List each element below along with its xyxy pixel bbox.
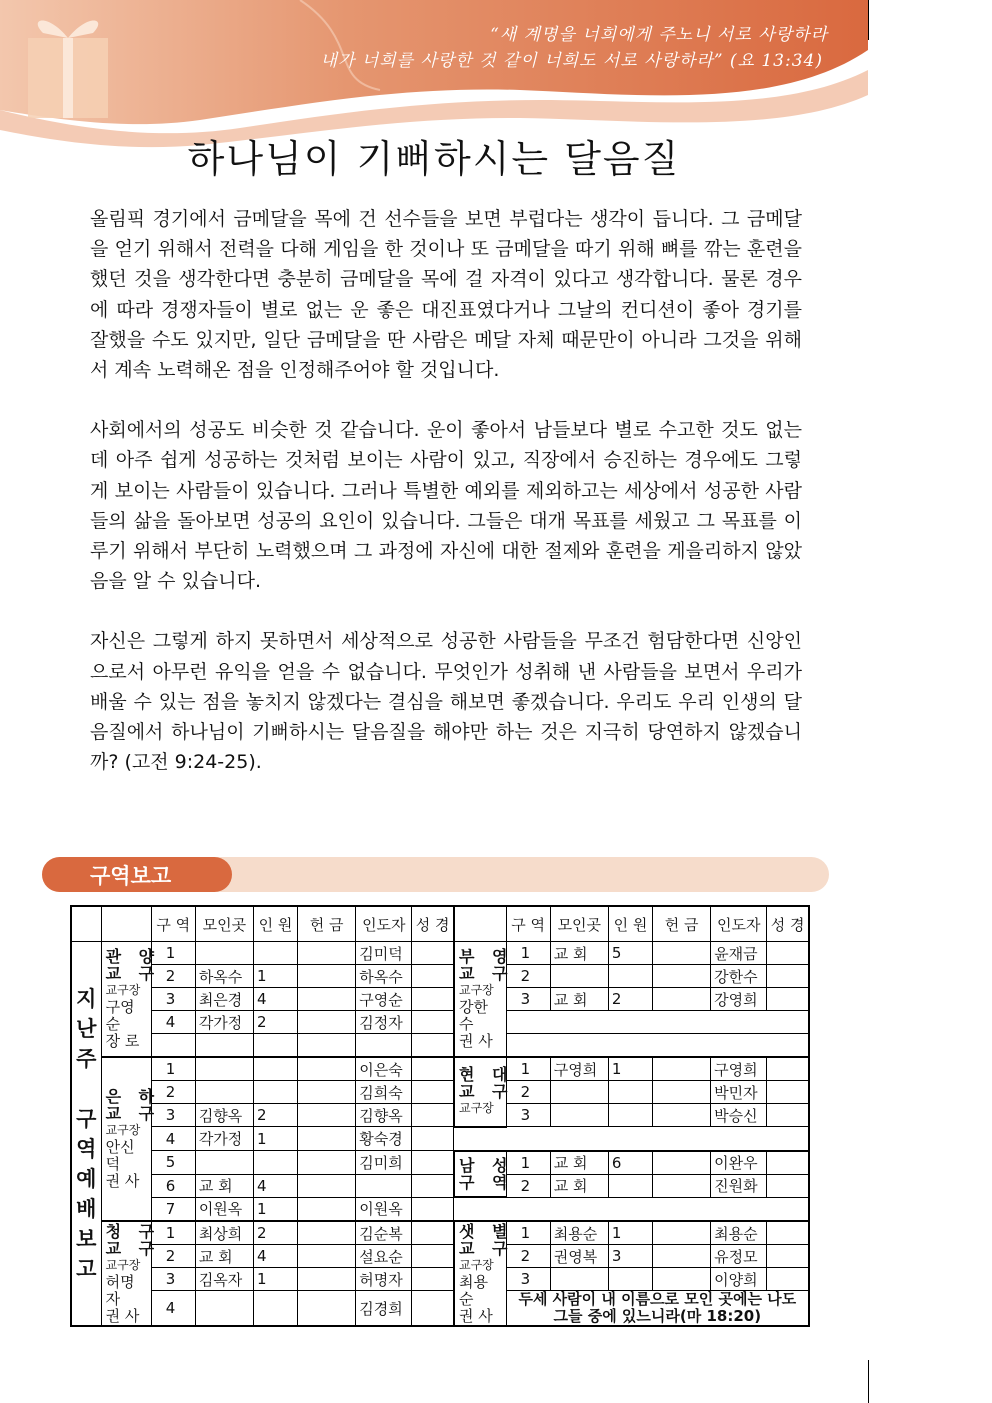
table-cell (767, 1245, 809, 1268)
table-cell (195, 1057, 253, 1081)
group-label (101, 1057, 161, 1221)
table-cell (653, 1174, 711, 1197)
district-number: 2 (151, 1245, 195, 1268)
table-cell: 하옥수 (195, 965, 253, 988)
group-name: 샛 별 교 구 (458, 1221, 514, 1258)
table-cell (767, 1151, 809, 1175)
table-cell (767, 1081, 809, 1104)
table-cell (608, 1081, 652, 1104)
table-cell: 이은숙 (356, 1057, 412, 1081)
district-number: 3 (151, 1104, 195, 1127)
district-number: 1 (151, 942, 195, 965)
table-cell: 하옥수 (356, 965, 412, 988)
table-cell (298, 1011, 356, 1034)
table-cell: 이완우 (711, 1151, 767, 1175)
column-header: 모인곳 (195, 906, 253, 942)
table-cell: 최상희 (195, 1221, 253, 1245)
table-cell (253, 1151, 297, 1175)
group-name: 청 구 교 구 (105, 1221, 161, 1258)
group-role: 권 사 (105, 1306, 140, 1325)
column-header: 모인곳 (550, 906, 608, 942)
table-cell: 2 (253, 1104, 297, 1127)
table-cell (253, 1057, 297, 1081)
group-leader-label: 교구장 (458, 1101, 494, 1116)
table-cell (653, 1104, 711, 1127)
group-label (454, 942, 514, 1058)
table-row (71, 1104, 809, 1127)
table-cell: 김향옥 (356, 1104, 412, 1127)
table-cell: 6 (608, 1151, 652, 1175)
table-cell: 이원옥 (356, 1197, 412, 1221)
district-number: 2 (506, 1245, 550, 1268)
group-label (101, 1221, 161, 1326)
table-cell (412, 965, 454, 988)
table-cell (653, 1268, 711, 1291)
table-cell (653, 1151, 711, 1175)
district-number: 1 (506, 942, 550, 965)
table-cell (608, 1268, 652, 1291)
table-cell: 4 (253, 1245, 297, 1268)
table-cell: 박민자 (711, 1081, 767, 1104)
table-cell (195, 1034, 253, 1058)
table-cell: 최용순 (550, 1221, 608, 1245)
corner-cell (454, 906, 506, 942)
table-cell: 1 (253, 1268, 297, 1291)
table-cell: 윤재금 (711, 942, 767, 965)
district-number: 4 (151, 1127, 195, 1151)
table-cell: 허명자 (356, 1268, 412, 1291)
district-number: 6 (151, 1174, 195, 1197)
group-label (454, 1151, 514, 1198)
corner-cell (71, 906, 101, 942)
table-row (71, 942, 809, 965)
table-cell (550, 1268, 608, 1291)
district-number: 3 (151, 988, 195, 1011)
table-cell: 이양희 (711, 1268, 767, 1291)
column-header: 구 역 (506, 906, 550, 942)
table-cell: 구영희 (711, 1057, 767, 1081)
table-cell: 교 회 (550, 1151, 608, 1175)
side-title: 지 난 주 구 역 예 배 보 고 (71, 942, 101, 1327)
blank-row (454, 1197, 809, 1221)
table-cell: 황숙경 (356, 1127, 412, 1151)
table-cell: 김경희 (356, 1291, 412, 1327)
table-row (71, 1245, 809, 1268)
margin-line (868, 1360, 869, 1403)
table-cell (653, 965, 711, 988)
table-cell: 5 (608, 942, 652, 965)
table-cell: 교 회 (550, 988, 608, 1011)
group-label (454, 1221, 514, 1326)
table-cell: 교 회 (195, 1245, 253, 1268)
district-number: 1 (506, 1057, 550, 1081)
table-cell (195, 1081, 253, 1104)
table-cell (550, 1081, 608, 1104)
group-name: 부 영 교 구 (458, 947, 514, 983)
column-header: 성 경 (767, 906, 809, 942)
table-cell (767, 988, 809, 1011)
page-title: 하나님이 기뻐하시는 달음질 (187, 137, 681, 181)
table-row (71, 1221, 809, 1245)
table-cell: 교 회 (550, 1174, 608, 1197)
district-number: 2 (506, 1081, 550, 1104)
group-role: 권 사 (105, 1172, 140, 1190)
district-number: 2 (506, 965, 550, 988)
table-cell: 최용순 (711, 1221, 767, 1245)
table-cell (298, 1127, 356, 1151)
table-cell (653, 1057, 711, 1081)
table-cell: 권영복 (550, 1245, 608, 1268)
table-cell: 김순복 (356, 1221, 412, 1245)
group-leader: 허명자 (105, 1272, 135, 1308)
table-cell (298, 1104, 356, 1127)
group-leader-label: 교구장 (105, 983, 141, 997)
table-cell (412, 1127, 454, 1151)
table-cell (298, 965, 356, 988)
district-number: 1 (506, 1221, 550, 1245)
group-name: 관 양 교 구 (105, 947, 161, 983)
table-cell: 1 (253, 1127, 297, 1151)
margin-line (868, 0, 869, 40)
closing-verse: 두세 사람이 내 이름으로 모인 곳에는 나도 그들 중에 있느니라(마 18:20) (506, 1291, 809, 1327)
table-cell (412, 1057, 454, 1081)
table-row (71, 1174, 809, 1197)
corner-cell (101, 906, 151, 942)
table-row (71, 1081, 809, 1104)
table-cell (195, 1291, 253, 1327)
verse-line-2: 내가 너희를 사랑한 것 같이 너희도 서로 사랑하라” (요 13:34) (320, 51, 823, 71)
table-cell: 진원화 (711, 1174, 767, 1197)
table-cell (298, 1197, 356, 1221)
table-cell: 4 (253, 988, 297, 1011)
table-row (71, 1057, 809, 1081)
column-header: 헌 금 (298, 906, 356, 942)
table-cell: 1 (253, 965, 297, 988)
group-leader-label: 교구장 (458, 1257, 494, 1272)
table-cell (298, 988, 356, 1011)
table-cell: 구영순 (356, 988, 412, 1011)
table-cell: 2 (608, 988, 652, 1011)
group-leader-label: 교구장 (105, 1257, 141, 1272)
table-cell (356, 1174, 412, 1197)
table-cell (608, 1174, 652, 1197)
table-cell (412, 1151, 454, 1175)
group-role: 권 사 (458, 1032, 493, 1050)
table-cell (298, 1081, 356, 1104)
table-cell (653, 1221, 711, 1245)
table-cell (298, 942, 356, 965)
table-cell (412, 988, 454, 1011)
table-cell (767, 965, 809, 988)
paragraph: 사회에서의 성공도 비슷한 것 같습니다. 운이 좋아서 남들보다 별로 수고한 것도 없는 데 아주 쉽게 성공하는 것처럼 보이는 사람이 있고, 직장에서 승진하는 경우에도 그렇게 보이는 사람들이 있습니다. 그러나 특별한 예외를 제외하고는 세상에서 성공한 사람들의 삶을 돌아보면 성공의 요인이 있습니다. 그들은 대개 목표를 세웠고 그 목표를 이루기 위해서 부단히 노력했으며 그 과정에 자신에 대한 절제와 훈련을 게을리하지 않았음을 알 수 있습니다. (90, 419, 802, 593)
column-header: 성 경 (412, 906, 454, 942)
table-cell (253, 942, 297, 965)
district-number: 5 (151, 1151, 195, 1175)
column-header: 인도자 (356, 906, 412, 942)
column-header: 인도자 (711, 906, 767, 942)
group-leader: 강한수 (458, 998, 488, 1033)
district-number: 3 (506, 1268, 550, 1291)
report-table (70, 905, 810, 1327)
table-row (71, 1291, 809, 1327)
group-leader: 최용순 (458, 1272, 488, 1308)
group-label (454, 1057, 514, 1127)
table-cell (298, 1034, 356, 1058)
table-cell (767, 1104, 809, 1127)
table-cell: 이원옥 (195, 1197, 253, 1221)
table-header (71, 906, 809, 942)
district-number: 2 (151, 1081, 195, 1104)
district-number: 3 (151, 1268, 195, 1291)
district-number: 1 (506, 1151, 550, 1175)
district-number: 1 (151, 1057, 195, 1081)
column-header: 인 원 (253, 906, 297, 942)
group-name: 현 대 교 구 (458, 1065, 514, 1102)
table-cell (767, 942, 809, 965)
table-cell: 1 (253, 1197, 297, 1221)
table-cell (653, 1245, 711, 1268)
table-cell (608, 965, 652, 988)
table-cell: 교 회 (195, 1174, 253, 1197)
group-label (101, 942, 161, 1058)
district-number: 4 (151, 1291, 195, 1327)
district-number: 2 (506, 1174, 550, 1197)
table-cell: 구영희 (550, 1057, 608, 1081)
table-cell (767, 1057, 809, 1081)
table-cell (767, 1174, 809, 1197)
table-row (71, 1011, 809, 1034)
table-row (71, 1151, 809, 1175)
table-cell (653, 988, 711, 1011)
column-header: 구 역 (151, 906, 195, 942)
table-cell: 강한수 (711, 965, 767, 988)
table-cell (298, 1174, 356, 1197)
district-number: 1 (151, 1221, 195, 1245)
table-cell (412, 1291, 454, 1327)
district-number: 7 (151, 1197, 195, 1221)
table-cell: 설요순 (356, 1245, 412, 1268)
table-row (71, 1127, 809, 1151)
table-cell (195, 1151, 253, 1175)
table-cell (608, 1104, 652, 1127)
table-row (71, 1268, 809, 1291)
district-number: 3 (506, 1104, 550, 1127)
table-cell (298, 1245, 356, 1268)
table-cell (412, 1245, 454, 1268)
table-cell: 박승신 (711, 1104, 767, 1127)
table-cell (412, 1174, 454, 1197)
table-cell (412, 1197, 454, 1221)
table-cell (253, 1291, 297, 1327)
column-header: 헌 금 (653, 906, 711, 942)
table-cell: 2 (253, 1221, 297, 1245)
table-cell: 3 (608, 1245, 652, 1268)
table-cell: 김미덕 (356, 942, 412, 965)
column-header: 인 원 (608, 906, 652, 942)
table-cell (298, 1151, 356, 1175)
table-cell: 1 (608, 1057, 652, 1081)
table-cell: 1 (608, 1221, 652, 1245)
district-number: 4 (151, 1011, 195, 1034)
district-number (151, 1034, 195, 1058)
table-cell (298, 1221, 356, 1245)
paragraph: 올림픽 경기에서 금메달을 목에 건 선수들을 보면 부럽다는 생각이 듭니다. 그 금메달을 얻기 위해서 전력을 다해 게임을 한 것이나 또 금메달을 따기 위해 뼈를 깎는 훈련을 했던 것을 생각한다면 충분히 금메달을 목에 걸 자격이 있다고 생각합니다. 물론 경우에 따라 경쟁자들이 별로 없는 운 좋은 대진표였다거나 그날의 컨디션이 좋아 경기를 잘했을 수도 있지만, 일단 금메달을 딴 사람은 메달 자체 때문만이 아니라 그것을 위해서 계속 노력해온 점을 인정해주어야 할 것입니다. (90, 208, 802, 382)
table-row (71, 1197, 809, 1221)
table-cell (767, 1268, 809, 1291)
district-number: 2 (151, 965, 195, 988)
group-leader-label: 교구장 (458, 983, 494, 997)
article-body (90, 204, 802, 807)
table-cell (195, 942, 253, 965)
group-leader: 안신덕 (105, 1138, 135, 1173)
blank-row (454, 1127, 809, 1151)
verse-line-1: “새 계명을 너희에게 주노니 서로 사랑하라 (490, 25, 828, 45)
table-cell (653, 942, 711, 965)
table-cell: 교 회 (550, 942, 608, 965)
table-cell: 김향옥 (195, 1104, 253, 1127)
table-cell (767, 1221, 809, 1245)
table-cell (412, 1034, 454, 1058)
blank-row (506, 1034, 809, 1058)
group-name: 남 성 구 역 (458, 1155, 514, 1192)
table-cell: 각가정 (195, 1127, 253, 1151)
table-cell (298, 1057, 356, 1081)
blank-row (506, 1011, 809, 1034)
group-leader: 구영순 (105, 998, 135, 1033)
table-cell (550, 965, 608, 988)
table-row (71, 965, 809, 988)
table-cell: 유정모 (711, 1245, 767, 1268)
table-cell: 김정자 (356, 1011, 412, 1034)
table-row (71, 988, 809, 1011)
table-row (71, 1034, 809, 1058)
paragraph: 자신은 그렇게 하지 못하면서 세상적으로 성공한 사람들을 무조건 험담한다면 신앙인으로서 아무런 유익을 얻을 수 없습니다. 무엇인가 성취해 낸 사람들을 보면서 우리가 배울 수 있는 점을 놓치지 않겠다는 결심을 해보면 좋겠습니다. 우리도 우리 인생의 달음질에서 하나님이 기뻐하시는 달음질을 해야만 하는 것은 지극히 당연하지 않겠습니까? (고전 9:24-25). (90, 630, 802, 774)
table-cell: 김미희 (356, 1151, 412, 1175)
table-cell (412, 1221, 454, 1245)
table-cell (412, 1268, 454, 1291)
table-cell: 강영희 (711, 988, 767, 1011)
table-cell (412, 1104, 454, 1127)
table-cell (412, 1011, 454, 1034)
gift-icon (8, 8, 138, 128)
table-cell: 2 (253, 1011, 297, 1034)
table-cell (356, 1034, 412, 1058)
table-cell (298, 1291, 356, 1327)
table-cell (412, 1081, 454, 1104)
table-cell (550, 1104, 608, 1127)
group-name: 은 하 교 구 (105, 1087, 161, 1123)
group-role: 권 사 (458, 1306, 493, 1325)
section-label: 구역보고 (90, 864, 172, 888)
table-cell (298, 1268, 356, 1291)
group-role: 장 로 (105, 1032, 140, 1050)
table-cell (653, 1081, 711, 1104)
table-cell (412, 942, 454, 965)
table-cell: 김희숙 (356, 1081, 412, 1104)
table-cell: 김옥자 (195, 1268, 253, 1291)
district-number: 3 (506, 988, 550, 1011)
table-cell: 최은경 (195, 988, 253, 1011)
table-cell (253, 1081, 297, 1104)
table-cell (253, 1034, 297, 1058)
table-cell: 4 (253, 1174, 297, 1197)
group-leader-label: 교구장 (105, 1123, 141, 1137)
table-cell: 각가정 (195, 1011, 253, 1034)
